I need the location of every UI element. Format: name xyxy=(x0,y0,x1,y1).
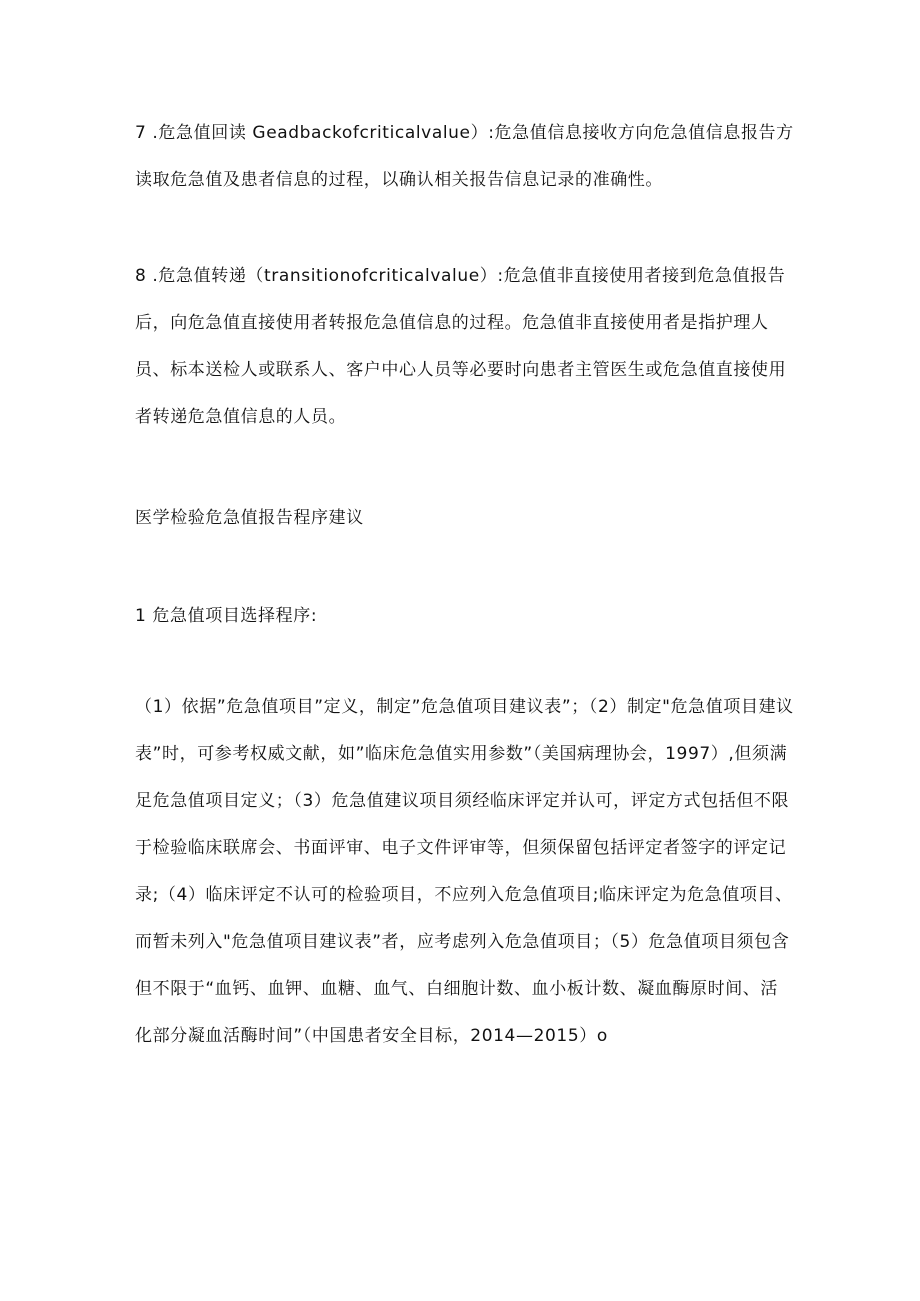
subsection-1-title: 1 危急值项目选择程序: xyxy=(135,606,318,626)
paragraph-8-critical-value-transfer: 8 .危急值转递（transitionofcriticalvalue）:危急值非直接使用者接到危急值报告后，向危急值直接使用者转报危急值信息的过程。危急值非直接使用者是指护理人员、标本送检人或联系人、客户中心人员等必要时向患者主管医生或危急值直接使用者转递危急值信息的人员。 xyxy=(135,266,787,427)
subsection-1-body: （1）依据”危急值项目”定义，制定”危急值项目建议表”；（2）制定"危急值项目建议表”时，可参考权威文献，如”临床危急值实用参数”（美国病理协会，1997）,但须满足危急值项目定义；（3）危急值建议项目须经临床评定并认可，评定方式包括但不限于检验临床联席会、书面评审、电子文件评审等，但须保留包括评定者签字的评定记录;（4）临床评定不认可的检验项目，不应列入危急值项目;临床评定为危急值项目、而暂未列入"危急值项目建议表”者，应考虑列入危急值项目；（5）危急值项目须包含但不限于“血钙、血钾、血糖、血气、白细胞计数、血小板计数、凝血酶原时间、活化部分凝血活酶时间”（中国患者安全目标，2014—2015）o xyxy=(135,697,794,1046)
section-heading: 医学检验危急值报告程序建议 xyxy=(135,508,364,528)
paragraph-7-critical-value-readback: 7 .危急值回读 Geadbackofcriticalvalue）:危急值信息接收方向危急值信息报告方读取危急值及患者信息的过程，以确认相关报告信息记录的准确性。 xyxy=(135,123,794,190)
